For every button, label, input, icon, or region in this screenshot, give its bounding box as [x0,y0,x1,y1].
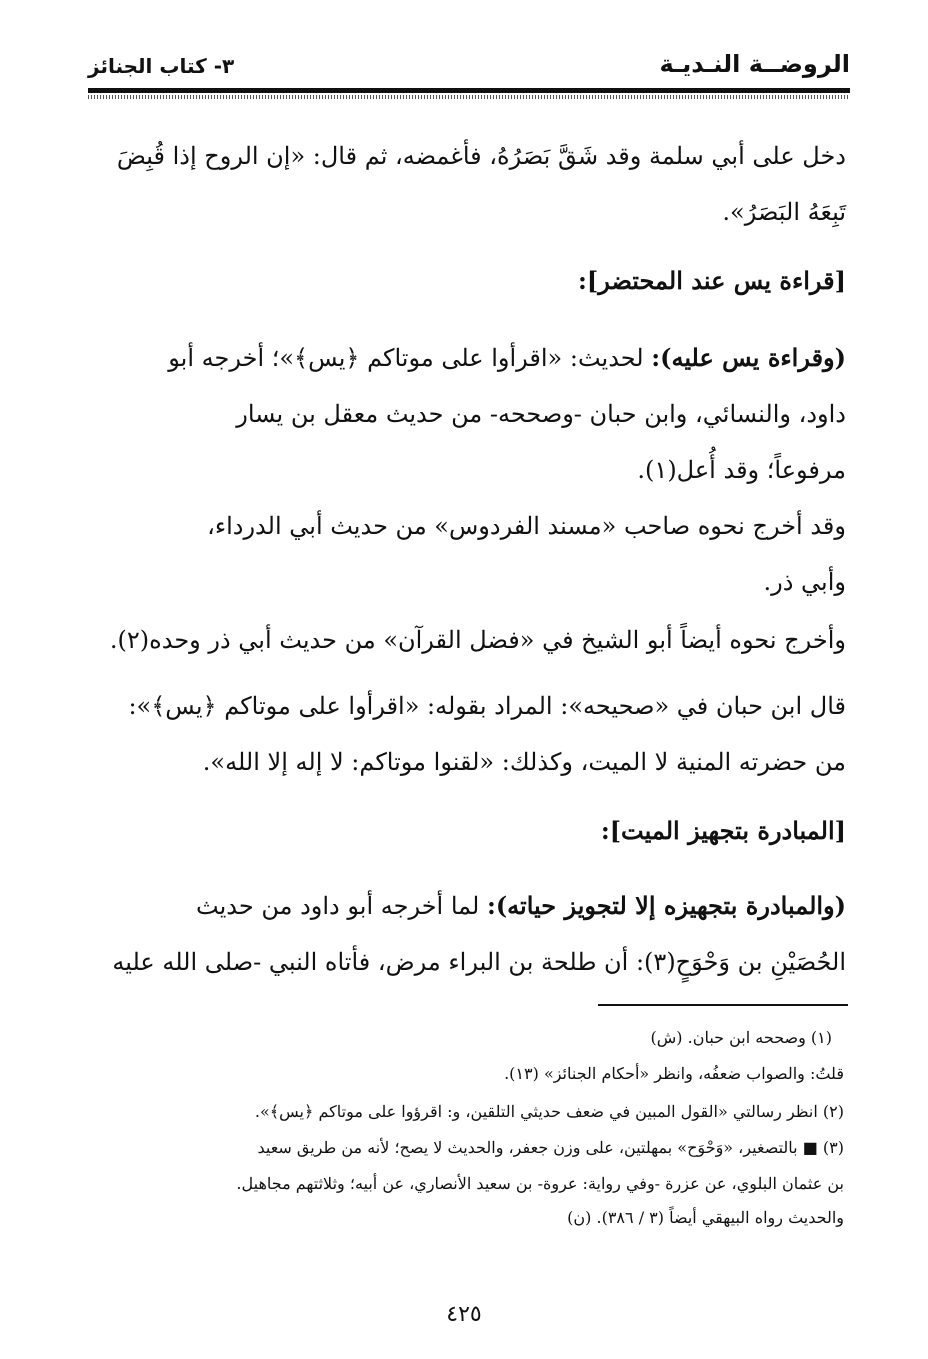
paragraph-2-line-3: مرفوعاً؛ وقد أُعل(١). [637,456,846,484]
footnote-3-line-3: والحديث رواه البيهقي أيضاً (٣ / ٣٨٦). (ن) [567,1208,844,1227]
chapter-title: ٣- كتاب الجنائز [88,54,235,78]
paragraph-1 [88,128,846,240]
section-heading-2: [المبادرة بتجهيز الميت]: [600,816,846,845]
header-rule [88,88,850,93]
footnote-1: (١) وصححه ابن حبان. (ش) [650,1028,832,1047]
section-heading-1: [قراءة يس عند المحتضر]: [578,266,846,295]
paragraph-6-line-2: الحُصَيْنِ بن وَحْوَحٍ(٣): أن طلحة بن البراء مرض، فأتاه النبي -صلى الله عليه [112,948,846,976]
page-number: ٤٢٥ [446,1302,482,1327]
paragraph-2-line-1-rest: لحديث: «اقرأوا على موتاكم ﴿يس﴾»؛ أخرجه أبو [168,344,652,372]
paragraph-6 [88,878,846,990]
paragraph-5-line-1: قال ابن حبان في «صحيحه»: المراد بقوله: «اقرأوا على موتاكم ﴿يس﴾»: [128,692,846,720]
footnote-rule [598,1004,848,1006]
paragraph-3 [88,498,846,610]
paragraph-2-line-1 [88,330,846,386]
paragraph-4-line-1: وأخرج نحوه أيضاً أبو الشيخ في «فضل القرآن» من حديث أبي ذر وحده(٢). [109,626,846,654]
paragraph-5-line-2: من حضرته المنية لا الميت، وكذلك: «لقنوا موتاكم: لا إله إلا الله». [202,748,846,776]
paragraph-5 [88,678,846,790]
paragraph-3-line-1: وقد أخرج نحوه صاحب «مسند الفردوس» من حديث أبي الدرداء، [207,512,846,540]
footnote-3: (٣) ■ بالتصغير، «وَحْوَح» بمهلتين، على وزن جعفر، والحديث لا يصح؛ لأنه من طريق سعيد [257,1138,844,1157]
footnote-1-note: قلتُ: والصواب ضعفُه، وانظر «أحكام الجنائز» (١٣). [504,1064,844,1083]
running-header [88,48,850,88]
footnotes [84,1026,844,1230]
paragraph-6-line-1 [88,878,846,934]
paragraph-2-bold: (وقراءة يس عليه): [651,343,846,372]
paragraph-2 [88,330,846,498]
header-dotted-rule [88,95,850,99]
paragraph-1-line-2: تَبِعَهُ البَصَرُ». [722,198,846,226]
paragraph-6-line-1-rest: لما أخرجه أبو داود من حديث [196,892,487,920]
paragraph-6-bold: (والمبادرة بتجهيزه إلا لتجويز حياته): [486,891,846,920]
footnote-2: (٢) انظر رسالتي «القول المبين في ضعف حديثي التلقين، و: اقرؤوا على موتاكم ﴿يس﴾». [254,1102,844,1121]
paragraph-1-line-1: دخل على أبي سلمة وقد شَقَّ بَصَرُهُ، فأغمضه، ثم قال: «إن الروح إذا قُبِضَ [116,142,846,170]
book-title: الروضــة النـديـة [659,50,850,78]
paragraph-2-line-2: داود، والنسائي، وابن حبان -وصححه- من حديث معقل بن يسار [236,400,846,428]
footnote-3-line-2: بن عثمان البلوي، عن عزرة -وفي رواية: عروة- بن سعيد الأنصاري، عن أبيه؛ وثلاثتهم مجاهيل. [236,1174,844,1193]
paragraph-4 [88,612,846,668]
paragraph-3-line-2: وأبي ذر. [763,568,846,596]
